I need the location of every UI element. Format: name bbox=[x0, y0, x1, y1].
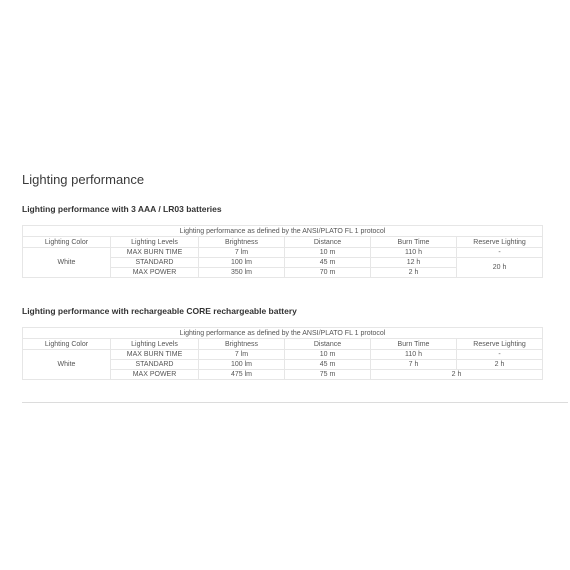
distance-cell: 45 m bbox=[285, 258, 371, 268]
level-cell: MAX POWER bbox=[111, 370, 199, 380]
burn-time-cell: 2 h bbox=[371, 268, 457, 278]
header-lighting-color: Lighting Color bbox=[23, 237, 111, 248]
protocol-caption: Lighting performance as defined by the ANSI/PLATO FL 1 protocol bbox=[23, 328, 543, 339]
reserve-cell: 20 h bbox=[457, 258, 543, 278]
reserve-cell: - bbox=[457, 248, 543, 258]
table-row bbox=[23, 350, 543, 360]
distance-cell: 10 m bbox=[285, 350, 371, 360]
header-lighting-color: Lighting Color bbox=[23, 339, 111, 350]
header-lighting-levels: Lighting Levels bbox=[111, 237, 199, 248]
header-distance: Distance bbox=[285, 339, 371, 350]
table-1-subtitle: Lighting performance with 3 AAA / LR03 batteries bbox=[22, 204, 222, 214]
performance-table-core bbox=[22, 327, 543, 380]
distance-cell: 10 m bbox=[285, 248, 371, 258]
header-burn-time: Burn Time bbox=[371, 339, 457, 350]
distance-cell: 70 m bbox=[285, 268, 371, 278]
reserve-cell: - bbox=[457, 350, 543, 360]
protocol-caption: Lighting performance as defined by the ANSI/PLATO FL 1 protocol bbox=[23, 226, 543, 237]
brightness-cell: 475 lm bbox=[199, 370, 285, 380]
level-cell: STANDARD bbox=[111, 258, 199, 268]
brightness-cell: 7 lm bbox=[199, 350, 285, 360]
burn-reserve-cell: 2 h bbox=[371, 370, 543, 380]
header-brightness: Brightness bbox=[199, 339, 285, 350]
header-row bbox=[23, 237, 543, 248]
distance-cell: 45 m bbox=[285, 360, 371, 370]
level-cell: STANDARD bbox=[111, 360, 199, 370]
header-lighting-levels: Lighting Levels bbox=[111, 339, 199, 350]
lighting-color-cell: White bbox=[23, 248, 111, 278]
header-distance: Distance bbox=[285, 237, 371, 248]
brightness-cell: 7 lm bbox=[199, 248, 285, 258]
brightness-cell: 100 lm bbox=[199, 258, 285, 268]
burn-time-cell: 12 h bbox=[371, 258, 457, 268]
header-reserve-lighting: Reserve Lighting bbox=[457, 339, 543, 350]
level-cell: MAX BURN TIME bbox=[111, 350, 199, 360]
performance-table-aaa bbox=[22, 225, 543, 278]
level-cell: MAX BURN TIME bbox=[111, 248, 199, 258]
burn-time-cell: 7 h bbox=[371, 360, 457, 370]
header-row bbox=[23, 339, 543, 350]
header-brightness: Brightness bbox=[199, 237, 285, 248]
page-title: Lighting performance bbox=[22, 172, 145, 187]
brightness-cell: 350 lm bbox=[199, 268, 285, 278]
lighting-color-cell: White bbox=[23, 350, 111, 380]
divider bbox=[22, 402, 568, 403]
header-burn-time: Burn Time bbox=[371, 237, 457, 248]
level-cell: MAX POWER bbox=[111, 268, 199, 278]
table-row bbox=[23, 248, 543, 258]
burn-time-cell: 110 h bbox=[371, 350, 457, 360]
header-reserve-lighting: Reserve Lighting bbox=[457, 237, 543, 248]
burn-time-cell: 110 h bbox=[371, 248, 457, 258]
brightness-cell: 100 lm bbox=[199, 360, 285, 370]
reserve-cell: 2 h bbox=[457, 360, 543, 370]
distance-cell: 75 m bbox=[285, 370, 371, 380]
table-2-subtitle: Lighting performance with rechargeable CORE rechargeable battery bbox=[22, 306, 297, 316]
